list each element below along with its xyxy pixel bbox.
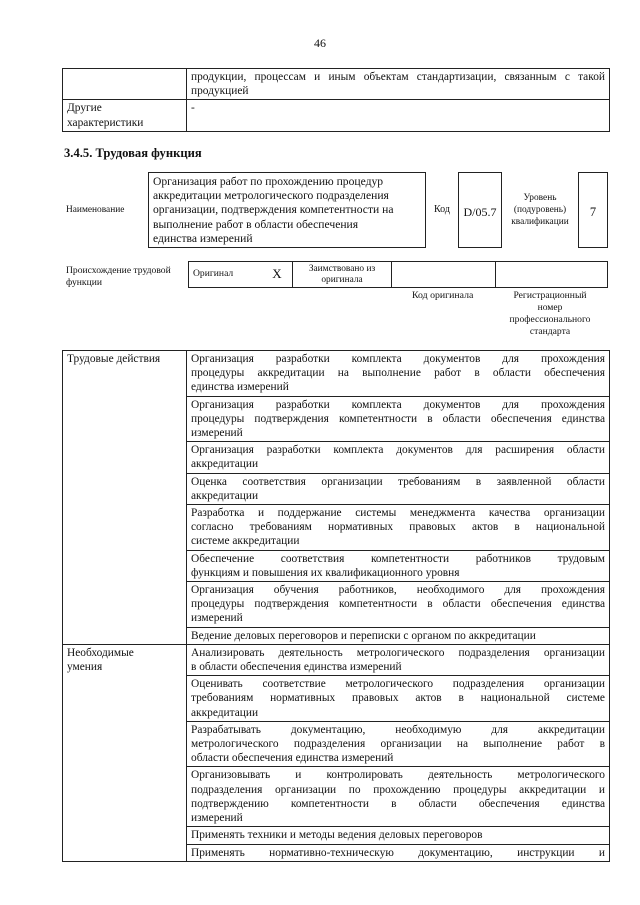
skill-row bbox=[187, 644, 610, 675]
labor-action-row bbox=[187, 550, 610, 581]
text-line: Оценка соответствия организации требованиям в заявленной области bbox=[191, 475, 605, 488]
code-value-box bbox=[458, 172, 502, 248]
skill-row bbox=[187, 844, 610, 861]
skill-row bbox=[187, 767, 610, 827]
level-label-line: (подуровень) bbox=[513, 205, 567, 215]
function-name-line: единства измерений bbox=[153, 231, 253, 245]
continuation-line-1: продукции, процессам и иным объектам стандартизации, связанным с такой bbox=[191, 71, 605, 83]
text-line: процедуры подтверждения компетентности в области обеспечения единства bbox=[191, 598, 605, 611]
function-name-line: организации, подтверждения компетентности на bbox=[153, 203, 394, 217]
labor-function-table bbox=[62, 350, 610, 862]
text-line: Анализировать деятельность метрологического подразделения организации bbox=[191, 646, 605, 659]
labor-action-row bbox=[187, 505, 610, 551]
reg-caption-line: стандарта bbox=[529, 326, 571, 337]
text-line: подтверждению компетентности в области обеспечения единства bbox=[191, 797, 605, 810]
reg-caption bbox=[500, 290, 600, 338]
other-characteristics-label bbox=[63, 100, 187, 131]
level-value-box bbox=[578, 172, 608, 248]
text-line: аккредитации bbox=[191, 458, 259, 471]
code-caption: Код оригинала bbox=[412, 290, 474, 301]
level-label bbox=[506, 192, 574, 228]
text-line: Организация разработки комплекта документов для расширения области bbox=[191, 444, 605, 457]
labor-action-row bbox=[187, 396, 610, 442]
text-line: измерений bbox=[191, 612, 243, 625]
other-characteristics-value: - bbox=[187, 100, 610, 131]
text-line: области обеспечения единства измерений bbox=[191, 752, 394, 765]
text-line: в области обеспечения единства измерений bbox=[191, 661, 402, 674]
reg-caption-line: номер bbox=[537, 302, 563, 313]
origin-table bbox=[188, 261, 608, 288]
text-line: Организация обучения работников, необходимого для прохождения bbox=[191, 584, 605, 597]
level-label-line: Уровень bbox=[523, 193, 557, 203]
text-line: измерений bbox=[191, 812, 243, 825]
text-line: согласно требованиям нормативных правовых актов в национальной bbox=[191, 521, 605, 534]
code-value: D/05.7 bbox=[463, 205, 497, 219]
labor-action-row bbox=[187, 627, 610, 644]
function-name-line: Организация работ по прохождению процедур bbox=[153, 175, 384, 188]
origin-label bbox=[66, 265, 171, 289]
top-table-continuation bbox=[187, 69, 610, 100]
other-label-line-1: Другие bbox=[67, 102, 102, 115]
text-line: единства измерений bbox=[191, 381, 289, 394]
skill-row bbox=[187, 827, 610, 844]
text-line: аккредитации bbox=[191, 489, 259, 502]
text-line: Организация разработки комплекта документов для прохождения bbox=[191, 353, 605, 365]
registration-number-cell bbox=[496, 262, 608, 288]
text-line: требованиям нормативных правовых актов в национальной системе bbox=[191, 692, 605, 705]
text-line: Обеспечение соответствия компетентности работников трудовым bbox=[191, 552, 605, 565]
original-mark: X bbox=[262, 262, 293, 288]
labor-action-row bbox=[187, 473, 610, 504]
text-line: процедуры подтверждения компетентности в области обеспечения единства bbox=[191, 412, 605, 425]
labor-action-row bbox=[187, 582, 610, 628]
function-name-line: выполнение работ в области обеспечения bbox=[153, 217, 359, 231]
borrowed-label bbox=[293, 262, 392, 288]
function-name-box bbox=[148, 172, 426, 248]
level-value: 7 bbox=[589, 205, 597, 219]
text-line: Ведение деловых переговоров и переписки с органом по аккредитации bbox=[191, 629, 536, 642]
skills-label-line: умения bbox=[67, 661, 103, 674]
text-line: процедуры аккредитации на выполнение работ в области обеспечения bbox=[191, 367, 605, 380]
text-line: Оценивать соответствие метрологического подразделения организации bbox=[191, 678, 605, 691]
labor-action-row bbox=[187, 351, 610, 397]
original-code-cell bbox=[392, 262, 496, 288]
reg-caption-line: профессионального bbox=[509, 314, 591, 325]
text-line: Разрабатывать документацию, необходимую для аккредитации bbox=[191, 723, 605, 736]
text-line: аккредитации bbox=[191, 706, 259, 719]
other-label-line-2: характеристики bbox=[67, 116, 144, 129]
section-title: 3.4.5. Трудовая функция bbox=[64, 146, 202, 160]
text-line: функциям и повышения их квалификационного уровня bbox=[191, 566, 460, 579]
text-line: Разработка и поддержание системы менеджмента качества организации bbox=[191, 507, 605, 520]
original-label: Оригинал bbox=[189, 262, 263, 288]
labor-actions-label: Трудовые действия bbox=[63, 351, 187, 645]
text-line: Организовывать и контролировать деятельность метрологического bbox=[191, 769, 605, 782]
text-line: Организация разработки комплекта документов для прохождения bbox=[191, 398, 605, 411]
page-number: 46 bbox=[314, 36, 326, 50]
name-label: Наименование bbox=[66, 205, 125, 215]
text-line: Применять техники и методы ведения деловых переговоров bbox=[191, 829, 483, 842]
continuation-line-2: продукцией bbox=[191, 85, 249, 98]
skill-row bbox=[187, 721, 610, 767]
text-line: измерений bbox=[191, 427, 243, 440]
reg-caption-line: Регистрационный bbox=[513, 290, 587, 301]
top-characteristics-table bbox=[62, 68, 610, 132]
code-label: Код bbox=[434, 204, 450, 215]
borrowed-line: Заимствовано из bbox=[308, 263, 376, 274]
skill-row bbox=[187, 676, 610, 722]
text-line: Применять нормативно-техническую документацию, инструкции и bbox=[191, 846, 605, 859]
required-skills-label bbox=[63, 644, 187, 861]
function-name-line: аккредитации метрологического подразделения bbox=[153, 189, 389, 203]
borrowed-line: оригинала bbox=[321, 274, 363, 285]
level-label-line: квалификации bbox=[511, 217, 569, 227]
top-table-empty-cell bbox=[63, 69, 187, 100]
origin-label-line: функции bbox=[66, 277, 102, 288]
skills-label-line: Необходимые bbox=[67, 646, 134, 659]
text-line: системе аккредитации bbox=[191, 535, 300, 548]
text-line: подразделения организации по прохождению процедуры аккредитации и bbox=[191, 783, 605, 796]
labor-action-row bbox=[187, 442, 610, 473]
text-line: метрологического подразделения организации на выполнение работ в bbox=[191, 738, 605, 751]
origin-label-line: Происхождение трудовой bbox=[66, 265, 171, 276]
